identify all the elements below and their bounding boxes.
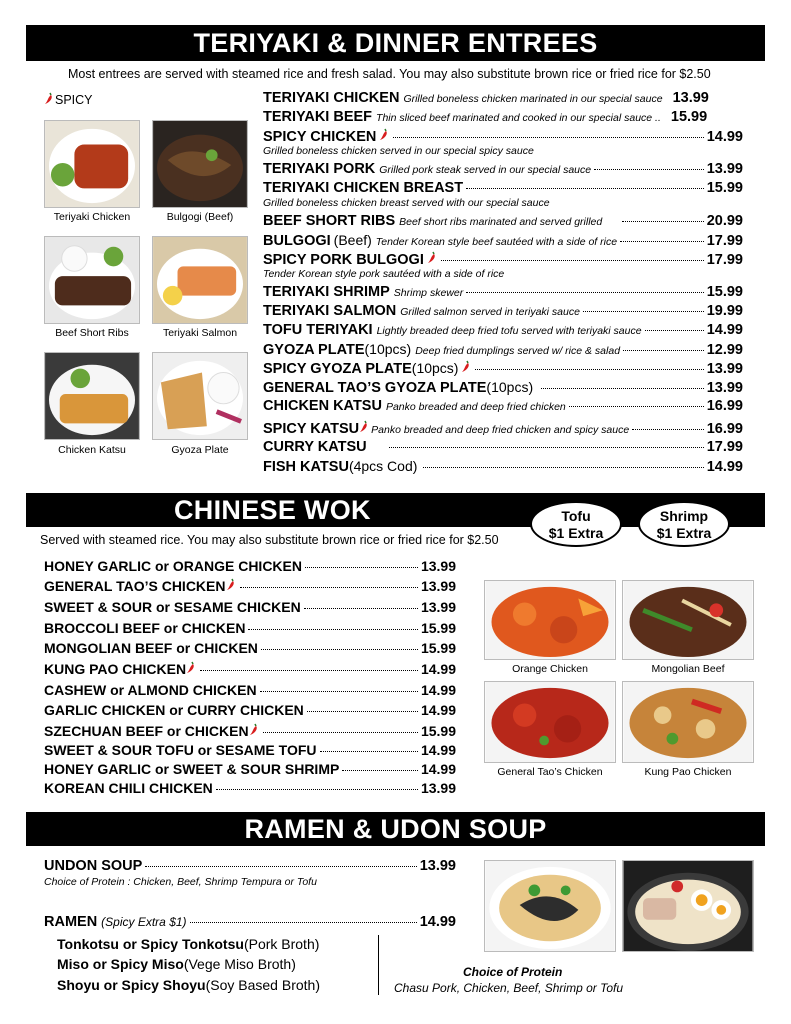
divider (378, 935, 379, 995)
caption-teriyaki-salmon: Teriyaki Salmon (162, 327, 238, 339)
caption-bulgogi: Bulgogi (Beef) (166, 211, 234, 223)
menu-item-gyoza-plate: GYOZA PLATE (10pcs) Deep fried dumplings served w/ rice & salad 12.99 (263, 341, 743, 358)
caption-beef-short-ribs: Beef Short Ribs (55, 327, 129, 339)
caption-orange-chicken: Orange Chicken (512, 663, 588, 675)
ramen-banner: RAMEN & UDON SOUP (26, 812, 765, 846)
caption-teriyaki-chicken: Teriyaki Chicken (53, 211, 131, 223)
wok-item: SWEET & SOUR TOFU or SESAME TOFU 14.99 (44, 742, 456, 758)
protein-list: Chasu Pork, Chicken, Beef, Shrimp or Tofu (394, 981, 623, 995)
menu-item-chicken-katsu: CHICKEN KATSU Panko breaded and deep fried chicken 16.99 (263, 398, 743, 414)
menu-item-teriyaki-chicken-breast: TERIYAKI CHICKEN BREAST 15.99 (263, 180, 743, 196)
menu-item-teriyaki-salmon: TERIYAKI SALMON Grilled salmon served in teriyaki sauce 19.99 (263, 303, 743, 319)
wok-item: HONEY GARLIC or ORANGE CHICKEN 13.99 (44, 558, 456, 574)
wok-item: HONEY GARLIC or SWEET & SOUR SHRIMP 14.99 (44, 761, 456, 777)
menu-item-sub: Tender Korean style pork sautéed with a side of rice (263, 268, 505, 280)
menu-item-sub: Grilled boneless chicken breast served with our special sauce (263, 197, 550, 209)
wok-item: BROCCOLI BEEF or CHICKEN 15.99 (44, 620, 456, 636)
wok-item: GENERAL TAO’S CHICKEN 13.99 (44, 578, 456, 594)
spicy-legend: SPICY (44, 92, 93, 107)
broth-option: Miso or Spicy Miso(Vege Miso Broth) (57, 956, 296, 972)
pepper-icon (427, 251, 437, 264)
wok-note: Served with steamed rice. You may also substitute brown rice or fried rice for $2.50 (40, 533, 499, 547)
photo-beef-short-ribs (44, 236, 140, 324)
wok-item: KUNG PAO CHICKEN 14.99 (44, 661, 456, 677)
teriyaki-note: Most entrees are served with steamed rice and fresh salad. You may also substitute brown rice or fried rice for $2.50 (68, 67, 711, 81)
menu-item-bulgogi: BULGOGI (Beef) Tender Korean style beef sautéed with a side of rice 17.99 (263, 232, 743, 249)
wok-item: CASHEW or ALMOND CHICKEN 14.99 (44, 682, 456, 698)
caption-chicken-katsu: Chicken Katsu (58, 444, 126, 456)
menu-item-tofu-teriyaki: TOFU TERIYAKI Lightly breaded deep fried tofu served with teriyaki sauce 14.99 (263, 322, 743, 338)
photo-general-tao-chicken (484, 681, 616, 763)
menu-item-udon-soup: UNDON SOUP 13.99 (44, 858, 456, 874)
photo-gyoza-plate (152, 352, 248, 440)
teriyaki-banner: TERIYAKI & DINNER ENTREES (26, 25, 765, 61)
caption-mongolian-beef: Mongolian Beef (651, 663, 725, 675)
pepper-icon (44, 92, 54, 105)
menu-item-ramen: RAMEN (Spicy Extra $1) 14.99 (44, 914, 456, 930)
udon-protein-note: Choice of Protein : Chicken, Beef, Shrimp Tempura or Tofu (44, 876, 317, 888)
protein-title: Choice of Protein (463, 965, 563, 979)
menu-item-teriyaki-chicken: TERIYAKI CHICKEN Grilled boneless chicken marinated in our special sauce 13.99 (263, 90, 709, 106)
menu-item-fish-katsu: FISH KATSU (4pcs Cod) 14.99 (263, 458, 743, 475)
wok-item: SZECHUAN BEEF or CHICKEN 15.99 (44, 723, 456, 739)
menu-item-spicy-katsu: SPICY KATSU Panko breaded and deep fried chicken and spicy sauce 16.99 (263, 421, 743, 437)
photo-kung-pao-chicken (622, 681, 754, 763)
menu-item-spicy-chicken: SPICY CHICKEN 14.99 (263, 129, 743, 145)
photo-mongolian-beef (622, 580, 754, 660)
pepper-icon (249, 723, 259, 736)
menu-item-teriyaki-pork: TERIYAKI PORK Grilled pork steak served in our special sauce 13.99 (263, 161, 743, 177)
menu-item-sub: Grilled boneless chicken served in our special spicy sauce (263, 145, 534, 157)
photo-bulgogi (152, 120, 248, 208)
wok-item: MONGOLIAN BEEF or CHICKEN 15.99 (44, 640, 456, 656)
wok-item: SWEET & SOUR or SESAME CHICKEN 13.99 (44, 599, 456, 615)
pepper-icon (359, 420, 369, 433)
pepper-icon (461, 360, 471, 373)
photo-orange-chicken (484, 580, 616, 660)
photo-udon (484, 860, 616, 952)
menu-item-teriyaki-shrimp: TERIYAKI SHRIMP Shrimp skewer 15.99 (263, 284, 743, 300)
menu-item-spicy-gyoza-plate: SPICY GYOZA PLATE (10pcs) 13.99 (263, 360, 743, 377)
photo-ramen (622, 860, 754, 952)
wok-banner: CHINESE WOK (26, 493, 765, 527)
pepper-icon (379, 128, 389, 141)
menu-item-spicy-pork-bulgogi: SPICY PORK BULGOGI 17.99 (263, 252, 743, 268)
menu-item-general-tao-gyoza: GENERAL TAO’S GYOZA PLATE (10pcs) 13.99 (263, 379, 743, 396)
photo-teriyaki-salmon (152, 236, 248, 324)
menu-item-teriyaki-beef: TERIYAKI BEEF Thin sliced beef marinated and cooked in our special sauce .. 15.99 (263, 109, 708, 125)
menu-item-curry-katsu: CURRY KATSU 17.99 (263, 439, 743, 455)
caption-gyoza-plate: Gyoza Plate (171, 444, 229, 456)
broth-option: Tonkotsu or Spicy Tonkotsu(Pork Broth) (57, 936, 320, 952)
wok-item: GARLIC CHICKEN or CURRY CHICKEN 14.99 (44, 702, 456, 718)
shrimp-extra-badge: Shrimp $1 Extra (638, 501, 730, 547)
tofu-extra-badge: Tofu $1 Extra (530, 501, 622, 547)
pepper-icon (226, 578, 236, 591)
broth-option: Shoyu or Spicy Shoyu(Soy Based Broth) (57, 977, 320, 993)
photo-teriyaki-chicken (44, 120, 140, 208)
pepper-icon (186, 661, 196, 674)
menu-item-beef-short-ribs: BEEF SHORT RIBS Beef short ribs marinated and served grilled 20.99 (263, 213, 743, 229)
caption-general-tao-chicken: General Tao’s Chicken (497, 766, 603, 778)
caption-kung-pao-chicken: Kung Pao Chicken (644, 766, 732, 778)
photo-chicken-katsu (44, 352, 140, 440)
wok-item: KOREAN CHILI CHICKEN 13.99 (44, 780, 456, 796)
